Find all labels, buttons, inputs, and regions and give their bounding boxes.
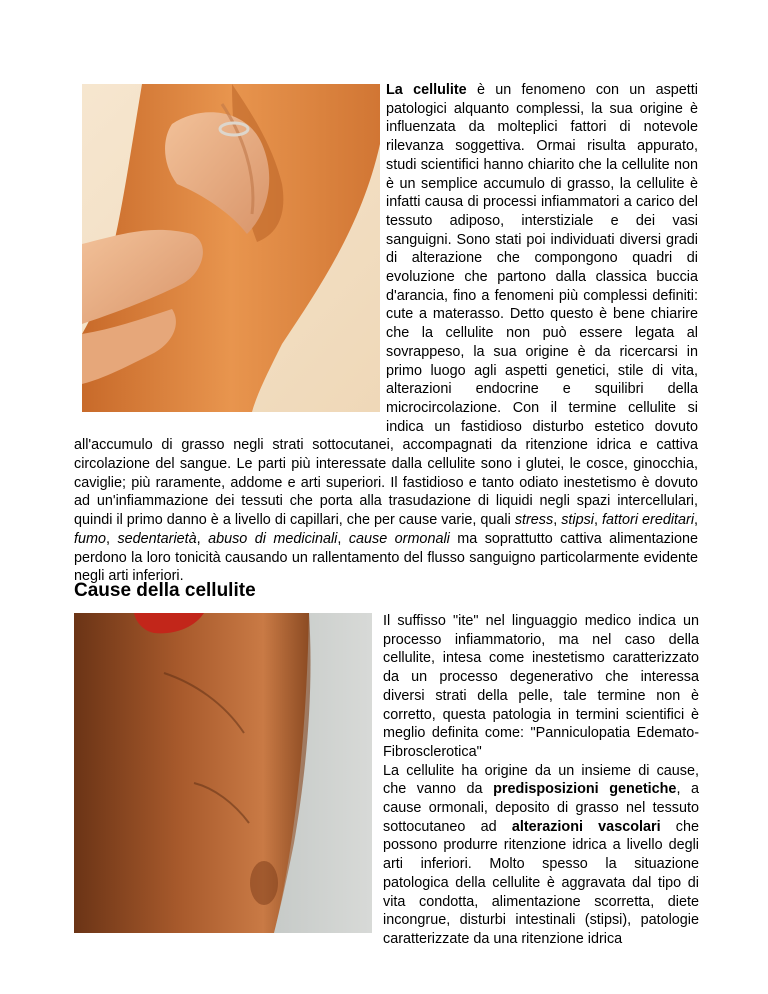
causes-text <box>383 612 699 949</box>
causes-paragraph-1: Il suffisso "ite" nel linguaggio medico indica un processo infiammatorio, ma nel caso della cellulite, intesa come inestetismo caratterizzato da un processo degenerativo che interessa diversi strati della pelle, tale termine non è corretto, questa patologia in termini scientifici è meglio definita come: "Panniculopatia Edemato- Fibrosclerotica" <box>383 613 699 760</box>
causes-paragraph-2: La cellulite ha origine da un insieme di cause, che vanno da predisposizioni genetiche, a cause ormonali, deposito di grasso nel tessuto sottocutaneo ad alterazioni vascolari che possono produrre ritenzione idrica a livello degli arti inferiori. Molto spesso la situazione patologica della cellulite è aggravata dal tipo di vita condotta, alimentazione scorretta, diete incongrue, disturbi intestinali (stipsi), patologie caratterizzate da una ritenzione idrica <box>383 762 700 947</box>
leg-back-illustration <box>74 613 372 933</box>
leg-back-photo <box>74 613 372 933</box>
section-heading: Cause della cellulite <box>74 580 256 601</box>
intro-paragraph: La cellulite è un fenomeno con un aspetti patologici alquanto complessi, la sua origine è influenzata da molteplici fattori di notevole rilevanza soggettiva. Ormai risulta appurato, studi scientifici hanno chiarito che la cellulite non è un semplice accumulo di grasso, la cellulite è infatti causa di processi infiammatori a carico del tessuto adiposo, interstiziale e dei vasi sanguigni. Sono stati poi individuati diversi gradi di alterazione che compongono quadri di evoluzione che partono dalla classica buccia d'arancia, fino a fenomeni più complessi definiti: cute a materasso. Detto questo è bene chiarire che la cellulite non può essere legata al sovrappeso, la sua origine è da ricercarsi in primo luogo agli aspetti genetici, stile di vita, alterazioni endocrine e squilibri della microcircolazione. Con il termine cellulite si indica un fastidioso disturbo estetico dovuto all'accumulo di grasso negli strati sottocutanei, accompagnati da ritenzione idrica e cattiva circolazione del sangue. Le parti più interessate dalla cellulite sono i glutei, le cosce, ginocchia, caviglie; più raramente, addome e arti superiori. Il fastidioso e tanto odiato inestetismo è dovuto ad un'infiammazione dei tessuti che porta alla trasudazione di liquidi negli spazi intercellulari, quindi il primo danno è a livello di capillari, che per cause varie, quali stress, stipsi, fattori ereditari, fumo, sedentarietà, abuso di medicinali, cause ormonali ma soprattutto cattiva alimentazione perdono la loro tonicità causando un rallentamento del flusso sanguigno particolarmente evidente negli arti inferiori. <box>74 82 699 585</box>
intro-lead: La cellulite <box>386 82 467 98</box>
